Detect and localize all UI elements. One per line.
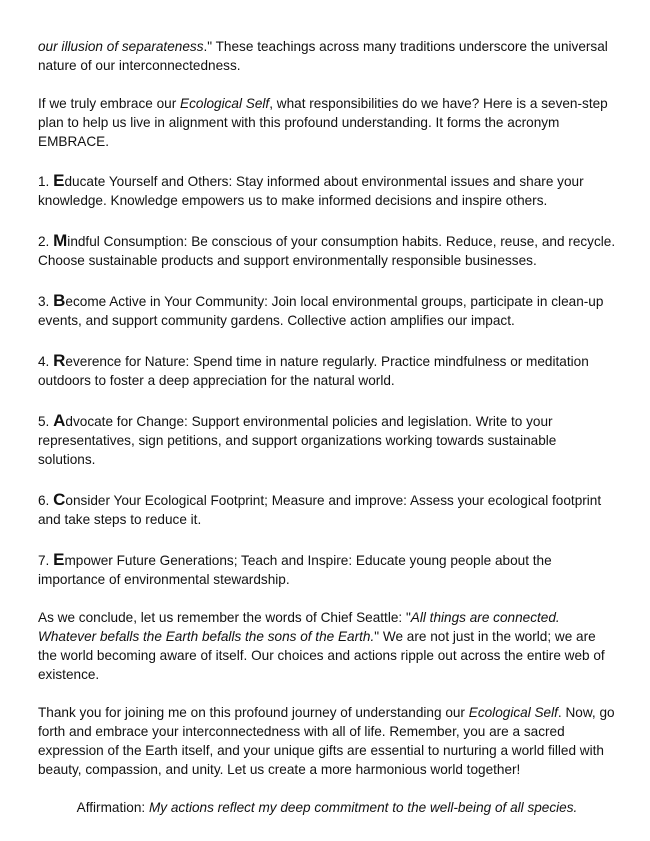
step-text: everence for Nature: Spend time in nature regularly. Practice mindfulness or meditation outdoors to foster a deep appreciation for the natural world. [38, 354, 589, 388]
intro-paragraph [38, 37, 616, 75]
step-number: 3. [38, 294, 54, 309]
step-text: dvocate for Change: Support environmental policies and legislation. Write to your representatives, sign petitions, and support organizations working towards sustainable solutions. [38, 414, 557, 467]
acronym-letter: M [53, 231, 68, 250]
intro-text: ." These teachings across many traditions underscore the universal nature of our interconnectedness. [38, 39, 608, 73]
step-3 [38, 291, 616, 330]
step-text: indful Consumption: Be conscious of your consumption habits. Reduce, reuse, and recycle. Choose sustainable products and support environmentally responsible businesses. [38, 234, 616, 268]
thanks-pre: Thank you for joining me on this profound journey of understanding our [38, 705, 469, 720]
affirmation-text: My actions reflect my deep commitment to the well-being of all species. [148, 800, 578, 815]
conclusion-paragraph [38, 608, 616, 684]
step-2 [38, 231, 616, 270]
acronym-letter: R [53, 351, 66, 370]
acronym-letter: C [53, 490, 66, 509]
step-7 [38, 550, 616, 589]
acronym-letter: B [53, 291, 66, 310]
step-number: 5. [38, 414, 54, 429]
thanks-paragraph [38, 703, 616, 779]
thanks-post: . Now, go forth and embrace your interconnectedness with all of life. Remember, you are a sacred expression of the Earth itself, and your unique gifts are essential to nurturing a world filled with beauty, compassion, and unity. Let us create a more harmonious world together! [38, 705, 615, 777]
thanks-italic: Ecological Self [468, 705, 558, 720]
question-paragraph [38, 94, 616, 151]
step-number: 6. [38, 493, 54, 508]
conclusion-post: " We are not just in the world; we are the world becoming aware of itself. Our choices and actions ripple out across the entire web of existence. [38, 629, 605, 682]
step-1 [38, 171, 616, 210]
step-text: ecome Active in Your Community: Join local environmental groups, participate in clean-up events, and support community gardens. Collective action amplifies our impact. [38, 294, 604, 328]
chief-seattle-quote: All things are connected. Whatever befalls the Earth befalls the sons of the Earth. [38, 610, 560, 644]
affirmation-label: Affirmation: [76, 800, 149, 815]
acronym-letter: E [53, 550, 65, 569]
document-page [38, 37, 616, 817]
question-post: , what responsibilities do we have? Here is a seven-step plan to help us live in alignment with this profound understanding. It forms the acronym EMBRACE. [38, 96, 608, 149]
step-number: 4. [38, 354, 54, 369]
step-text: onsider Your Ecological Footprint; Measure and improve: Assess your ecological footprint and take steps to reduce it. [38, 493, 602, 527]
step-text: ducate Yourself and Others: Stay informed about environmental issues and share your knowledge. Knowledge empowers us to make informed decisions and inspire others. [38, 174, 584, 208]
step-number: 7. [38, 553, 54, 568]
step-number: 2. [38, 234, 54, 249]
question-pre: If we truly embrace our [38, 96, 181, 111]
affirmation [38, 798, 616, 817]
conclusion-pre: As we conclude, let us remember the words of Chief Seattle: " [38, 610, 411, 625]
step-text: mpower Future Generations; Teach and Inspire: Educate young people about the importance of environmental stewardship. [38, 553, 552, 587]
acronym-letter: E [53, 171, 65, 190]
intro-italic: our illusion of separateness [38, 39, 204, 54]
step-4 [38, 351, 616, 390]
step-number: 1. [38, 174, 54, 189]
step-6 [38, 490, 616, 529]
question-italic: Ecological Self [180, 96, 270, 111]
acronym-letter: A [53, 411, 66, 430]
step-5 [38, 411, 616, 469]
